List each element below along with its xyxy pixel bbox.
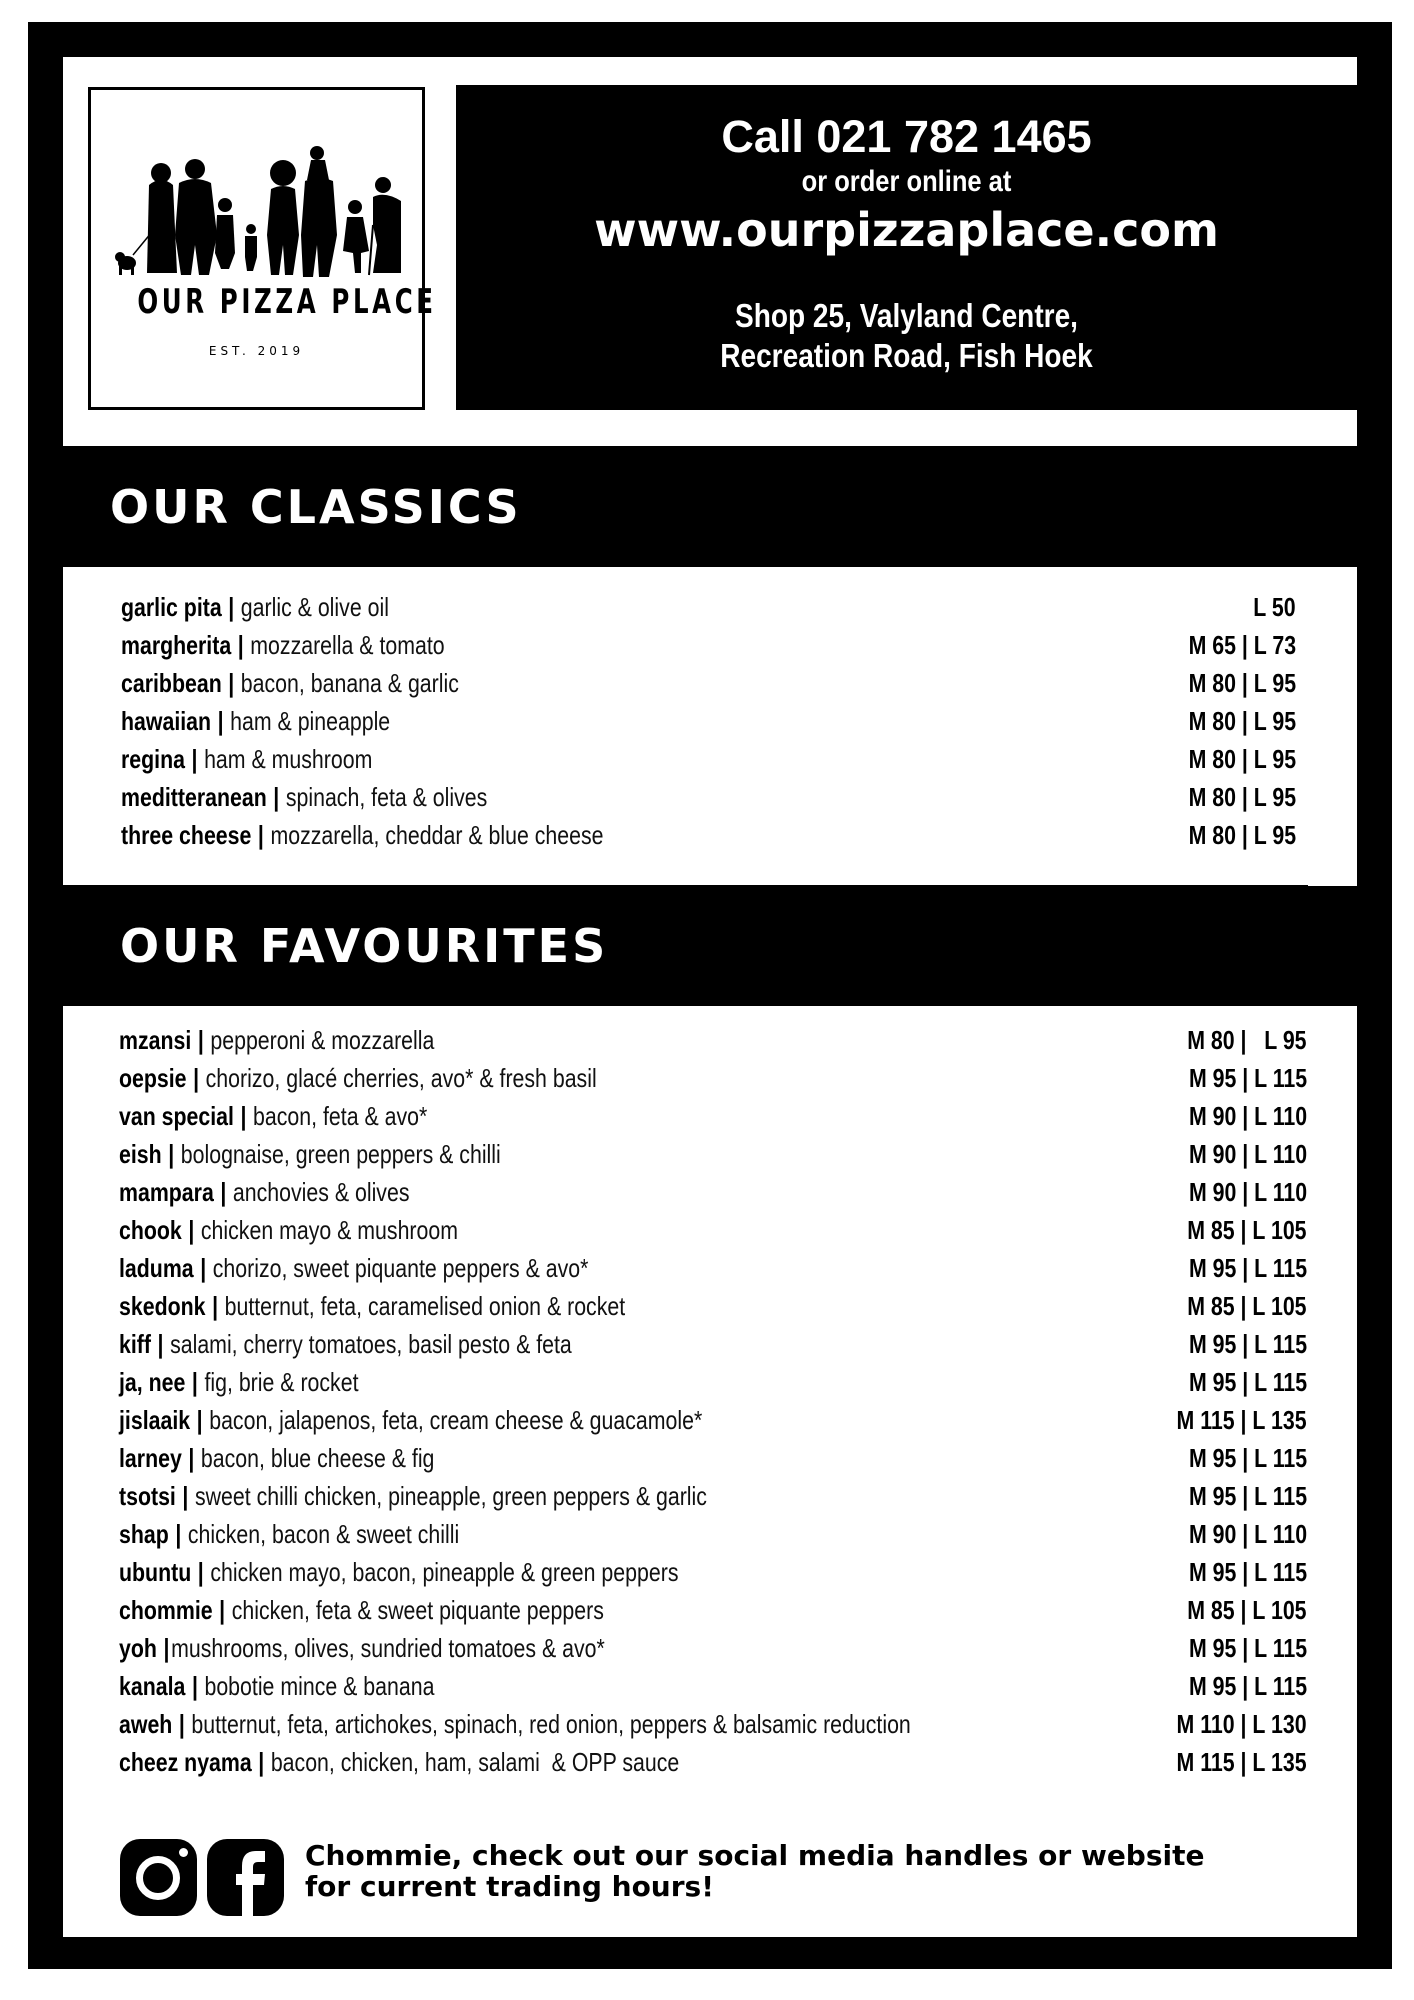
item-description: chorizo, glacé cherries, avo* & fresh basil: [205, 1062, 597, 1093]
menu-item: ubuntu | chicken mayo, bacon, pineapple & green peppers M 95 | L 115: [119, 1556, 1307, 1587]
item-price: M 80 | L 95: [1188, 667, 1296, 698]
item-name: van special: [119, 1100, 234, 1131]
item-price: M 115 | L 135: [1176, 1746, 1307, 1777]
menu-item: eish | bolognaise, green peppers & chilli M 90 | L 110: [119, 1138, 1307, 1169]
item-name: ubuntu: [119, 1556, 192, 1587]
menu-item: three cheese | mozzarella, cheddar & blue cheese M 80 | L 95: [121, 819, 1296, 850]
item-description: mushrooms, olives, sundried tomatoes & avo*: [171, 1632, 605, 1663]
item-price: M 80 | L 95: [1188, 743, 1296, 774]
menu-item: ja, nee | fig, brie & rocket M 95 | L 115: [119, 1366, 1307, 1397]
item-description: chicken, feta & sweet piquante peppers: [231, 1594, 604, 1625]
item-price: M 110 | L 130: [1176, 1708, 1307, 1739]
item-description: bacon, blue cheese & fig: [200, 1442, 435, 1473]
item-name: chommie: [119, 1594, 213, 1625]
item-price: M 95 | L 115: [1188, 1670, 1307, 1701]
item-name: shap: [119, 1518, 169, 1549]
item-description: anchovies & olives: [232, 1176, 410, 1207]
item-description: bacon, jalapenos, feta, cream cheese & guacamole*: [209, 1404, 703, 1435]
instagram-flash-icon: [179, 1848, 188, 1857]
item-price: M 95 | L 115: [1188, 1252, 1307, 1283]
item-description: spinach, feta & olives: [285, 781, 488, 812]
item-price: M 90 | L 110: [1188, 1176, 1307, 1207]
item-price: M 65 | L 73: [1188, 629, 1296, 660]
item-price: M 95 | L 115: [1188, 1480, 1307, 1511]
item-price: M 80 | L 95: [1188, 781, 1296, 812]
menu-item: kanala | bobotie mince & banana M 95 | L 115: [119, 1670, 1307, 1701]
section-title: OUR FAVOURITES: [120, 919, 609, 973]
item-price: M 95 | L 115: [1188, 1328, 1307, 1359]
item-price: M 80 | L 95: [1188, 705, 1296, 736]
item-description: ham & pineapple: [230, 705, 391, 736]
item-description: chicken mayo, bacon, pineapple & green peppers: [210, 1556, 679, 1587]
item-price: M 85 | L 105: [1187, 1290, 1307, 1321]
item-description: mozzarella, cheddar & blue cheese: [270, 819, 604, 850]
menu-item: hawaiian | ham & pineapple M 80 | L 95: [121, 705, 1296, 736]
menu-item: garlic pita | garlic & olive oil L 50: [121, 591, 1296, 622]
item-name: yoh: [119, 1632, 157, 1663]
item-description: sweet chilli chicken, pineapple, green peppers & garlic: [194, 1480, 707, 1511]
item-price: M 95 | L 115: [1188, 1062, 1307, 1093]
section-header-favourites: [28, 885, 1308, 1006]
item-name: mampara: [119, 1176, 214, 1207]
item-price: M 115 | L 135: [1176, 1404, 1307, 1435]
item-description: ham & mushroom: [204, 743, 373, 774]
item-description: fig, brie & rocket: [204, 1366, 359, 1397]
menu-item: mzansi | pepperoni & mozzarella M 80 | L 95: [119, 1024, 1307, 1055]
item-description: bacon, banana & garlic: [240, 667, 459, 698]
logo: [88, 87, 437, 410]
logo-established: EST. 2019: [208, 344, 305, 358]
item-price: M 90 | L 110: [1188, 1100, 1307, 1131]
item-price: M 90 | L 110: [1188, 1138, 1307, 1169]
section-title: OUR CLASSICS: [110, 480, 522, 534]
item-name: ja, nee: [119, 1366, 186, 1397]
facebook-f-glyph-icon: [207, 1839, 284, 1916]
item-name: mzansi: [119, 1024, 192, 1055]
item-name: regina: [121, 743, 185, 774]
item-name: jislaaik: [119, 1404, 191, 1435]
item-description: mozzarella & tomato: [250, 629, 445, 660]
item-description: bacon, feta & avo*: [253, 1100, 428, 1131]
menu-item: aweh | butternut, feta, artichokes, spinach, red onion, peppers & balsamic reduction M 110 | L 130: [119, 1708, 1307, 1739]
menu-item: chommie | chicken, feta & sweet piquante peppers M 85 | L 105: [119, 1594, 1307, 1625]
footer-message: [305, 1840, 1205, 1902]
item-name: aweh: [119, 1708, 173, 1739]
item-name: kanala: [119, 1670, 186, 1701]
item-description: salami, cherry tomatoes, basil pesto & feta: [170, 1328, 572, 1359]
item-price: M 85 | L 105: [1187, 1214, 1307, 1245]
menu-item: margherita | mozzarella & tomato M 65 | L 73: [121, 629, 1296, 660]
menu-item: yoh | mushrooms, olives, sundried tomatoes & avo* M 95 | L 115: [119, 1632, 1307, 1663]
item-description: chorizo, sweet piquante peppers & avo*: [212, 1252, 589, 1283]
item-price: M 95 | L 115: [1188, 1632, 1307, 1663]
item-name: skedonk: [119, 1290, 206, 1321]
item-description: pepperoni & mozzarella: [210, 1024, 435, 1055]
phone-number[interactable]: Call 021 782 1465: [721, 111, 1092, 162]
item-name: cheez nyama: [119, 1746, 252, 1777]
section-header-classics: [28, 446, 1296, 567]
item-name: laduma: [119, 1252, 194, 1283]
item-name: kiff: [119, 1328, 151, 1359]
item-name: eish: [119, 1138, 162, 1169]
item-name: tsotsi: [119, 1480, 176, 1511]
menu-item: cheez nyama | bacon, chicken, ham, salami & OPP sauce M 115 | L 135: [119, 1746, 1307, 1777]
order-prompt: or order online at: [801, 165, 1012, 198]
item-description: chicken, bacon & sweet chilli: [187, 1518, 460, 1549]
item-name: hawaiian: [121, 705, 212, 736]
item-name: margherita: [121, 629, 232, 660]
item-price: M 90 | L 110: [1188, 1518, 1307, 1549]
item-price: L 50: [1253, 591, 1296, 622]
menu-item: mampara | anchovies & olives M 90 | L 110: [119, 1176, 1307, 1207]
menu-item: shap | chicken, bacon & sweet chilli M 90 | L 110: [119, 1518, 1307, 1549]
item-price: M 95 | L 115: [1188, 1556, 1307, 1587]
menu-item: meditteranean | spinach, feta & olives M 80 | L 95: [121, 781, 1296, 812]
item-description: butternut, feta, artichokes, spinach, red onion, peppers & balsamic reduction: [191, 1708, 911, 1739]
menu-item: skedonk | butternut, feta, caramelised onion & rocket M 85 | L 105: [119, 1290, 1307, 1321]
contact-header: [456, 85, 1392, 410]
item-name: larney: [119, 1442, 182, 1473]
item-description: bacon, chicken, ham, salami & OPP sauce: [270, 1746, 680, 1777]
logo-title: OUR PIZZA PLACE: [137, 282, 437, 322]
menu-item: jislaaik | bacon, jalapenos, feta, cream cheese & guacamole* M 115 | L 135: [119, 1404, 1307, 1435]
menu-item: oepsie | chorizo, glacé cherries, avo* & fresh basil M 95 | L 115: [119, 1062, 1307, 1093]
item-price: M 85 | L 105: [1187, 1594, 1307, 1625]
menu-item: tsotsi | sweet chilli chicken, pineapple, green peppers & garlic M 95 | L 115: [119, 1480, 1307, 1511]
item-name: caribbean: [121, 667, 222, 698]
item-price: M 95 | L 115: [1188, 1442, 1307, 1473]
footer-line-2: for current trading hours!: [305, 1870, 714, 1903]
footer-line-1: Chommie, check out our social media handles or website: [305, 1839, 1205, 1872]
website-link[interactable]: www.ourpizzaplace.com: [594, 203, 1219, 257]
address-line-2: Recreation Road, Fish Hoek: [720, 337, 1093, 374]
item-price: M 80 | L 95: [1188, 819, 1296, 850]
item-name: garlic pita: [121, 591, 222, 622]
menu-item: laduma | chorizo, sweet piquante peppers & avo* M 95 | L 115: [119, 1252, 1307, 1283]
item-name: chook: [119, 1214, 182, 1245]
item-name: oepsie: [119, 1062, 187, 1093]
item-price: M 80 | L 95: [1187, 1024, 1307, 1055]
item-description: butternut, feta, caramelised onion & rocket: [224, 1290, 626, 1321]
menu-item: caribbean | bacon, banana & garlic M 80 | L 95: [121, 667, 1296, 698]
family-silhouettes-icon: [111, 145, 406, 280]
menu-item: van special | bacon, feta & avo* M 90 | L 110: [119, 1100, 1307, 1131]
facebook-icon[interactable]: [207, 1839, 284, 1916]
item-price: M 95 | L 115: [1188, 1366, 1307, 1397]
menu-item: larney | bacon, blue cheese & fig M 95 | L 115: [119, 1442, 1307, 1473]
item-description: bolognaise, green peppers & chilli: [180, 1138, 501, 1169]
item-description: garlic & olive oil: [240, 591, 389, 622]
item-name: three cheese: [121, 819, 252, 850]
address-line-1: Shop 25, Valyland Centre,: [735, 297, 1078, 334]
item-name: meditteranean: [121, 781, 267, 812]
menu-item: chook | chicken mayo & mushroom M 85 | L 105: [119, 1214, 1307, 1245]
item-description: chicken mayo & mushroom: [200, 1214, 459, 1245]
menu-item: regina | ham & mushroom M 80 | L 95: [121, 743, 1296, 774]
instagram-lens-icon: [136, 1856, 180, 1900]
instagram-icon[interactable]: [120, 1839, 197, 1916]
item-description: bobotie mince & banana: [204, 1670, 435, 1701]
menu-item: kiff | salami, cherry tomatoes, basil pesto & feta M 95 | L 115: [119, 1328, 1307, 1359]
